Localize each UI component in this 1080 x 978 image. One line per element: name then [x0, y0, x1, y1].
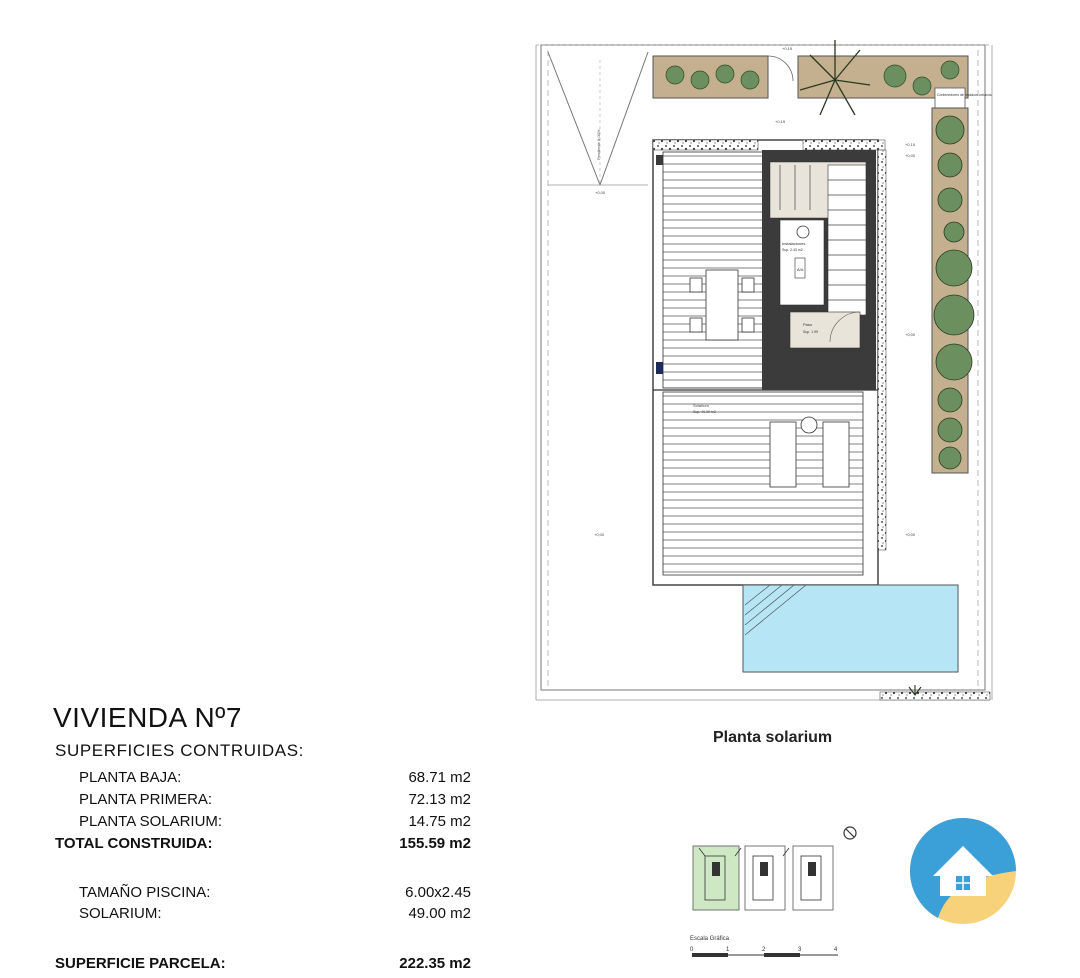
total-value: 155.59 m2: [399, 835, 471, 852]
areas-section-title: SUPERFICIES CONTRUIDAS:: [55, 741, 304, 760]
passage-area: Sup. 1.99: [803, 330, 818, 334]
scale-tick: 0: [690, 947, 694, 953]
scale-tick: 1: [726, 947, 730, 953]
solarium-size-label: SOLARIUM:: [79, 905, 162, 922]
pool-size-value: 6.00x2.45: [405, 884, 471, 901]
company-logo: [908, 816, 1018, 926]
total-label: TOTAL CONSTRUIDA:: [55, 835, 213, 852]
solarium-label: Solarium: [693, 403, 709, 408]
ramp-label: Pendiente 8,00%: [596, 129, 601, 160]
level-mark: +0,15: [775, 119, 786, 124]
passage-room: [790, 312, 860, 348]
pool-size-label: TAMAÑO PISCINA:: [79, 884, 211, 901]
solarium-area: Sup. 49.00 m2: [693, 410, 716, 414]
scale-tick: 4: [834, 947, 838, 953]
level-mark: +0,15: [782, 46, 793, 51]
aa-label: A/A: [797, 267, 804, 272]
passage-label: Paso: [803, 322, 813, 327]
level-mark: +0,00: [905, 332, 916, 337]
swimming-pool: [743, 585, 958, 672]
plan-label: Planta solarium: [713, 729, 833, 746]
installations-label: Instalaciones: [782, 241, 806, 246]
area-label: PLANTA SOLARIUM:: [79, 813, 223, 830]
key-plan: [693, 827, 856, 910]
area-value: 68.71 m2: [408, 769, 471, 786]
installations-area: Sup. 2.43 m2: [782, 248, 803, 252]
sign-label: Contenedores de residuos urbanos: [937, 93, 992, 97]
area-label: PLANTA BAJA:: [79, 769, 182, 786]
solarium-size-value: 49.00 m2: [408, 905, 471, 922]
parcel-value: 222.35 m2: [399, 955, 471, 972]
waste-containers-sign: [935, 88, 965, 108]
level-mark: +0,00: [595, 190, 606, 195]
scale-label: Escala Gráfica: [690, 936, 730, 942]
house-title: VIVIENDA Nº7: [53, 702, 242, 733]
scale-tick: 2: [762, 947, 766, 953]
scale-tick: 3: [798, 947, 802, 953]
parcel-label: SUPERFICIE PARCELA:: [55, 955, 226, 972]
area-value: 72.13 m2: [408, 791, 471, 808]
level-mark: +0,00: [594, 532, 605, 537]
level-mark: +0,15: [905, 142, 916, 147]
area-label: PLANTA PRIMERA:: [79, 791, 213, 808]
level-mark: +0,00: [905, 153, 916, 158]
level-mark: +0,00: [905, 532, 916, 537]
area-value: 14.75 m2: [408, 813, 471, 830]
scale-bar: [690, 936, 838, 957]
